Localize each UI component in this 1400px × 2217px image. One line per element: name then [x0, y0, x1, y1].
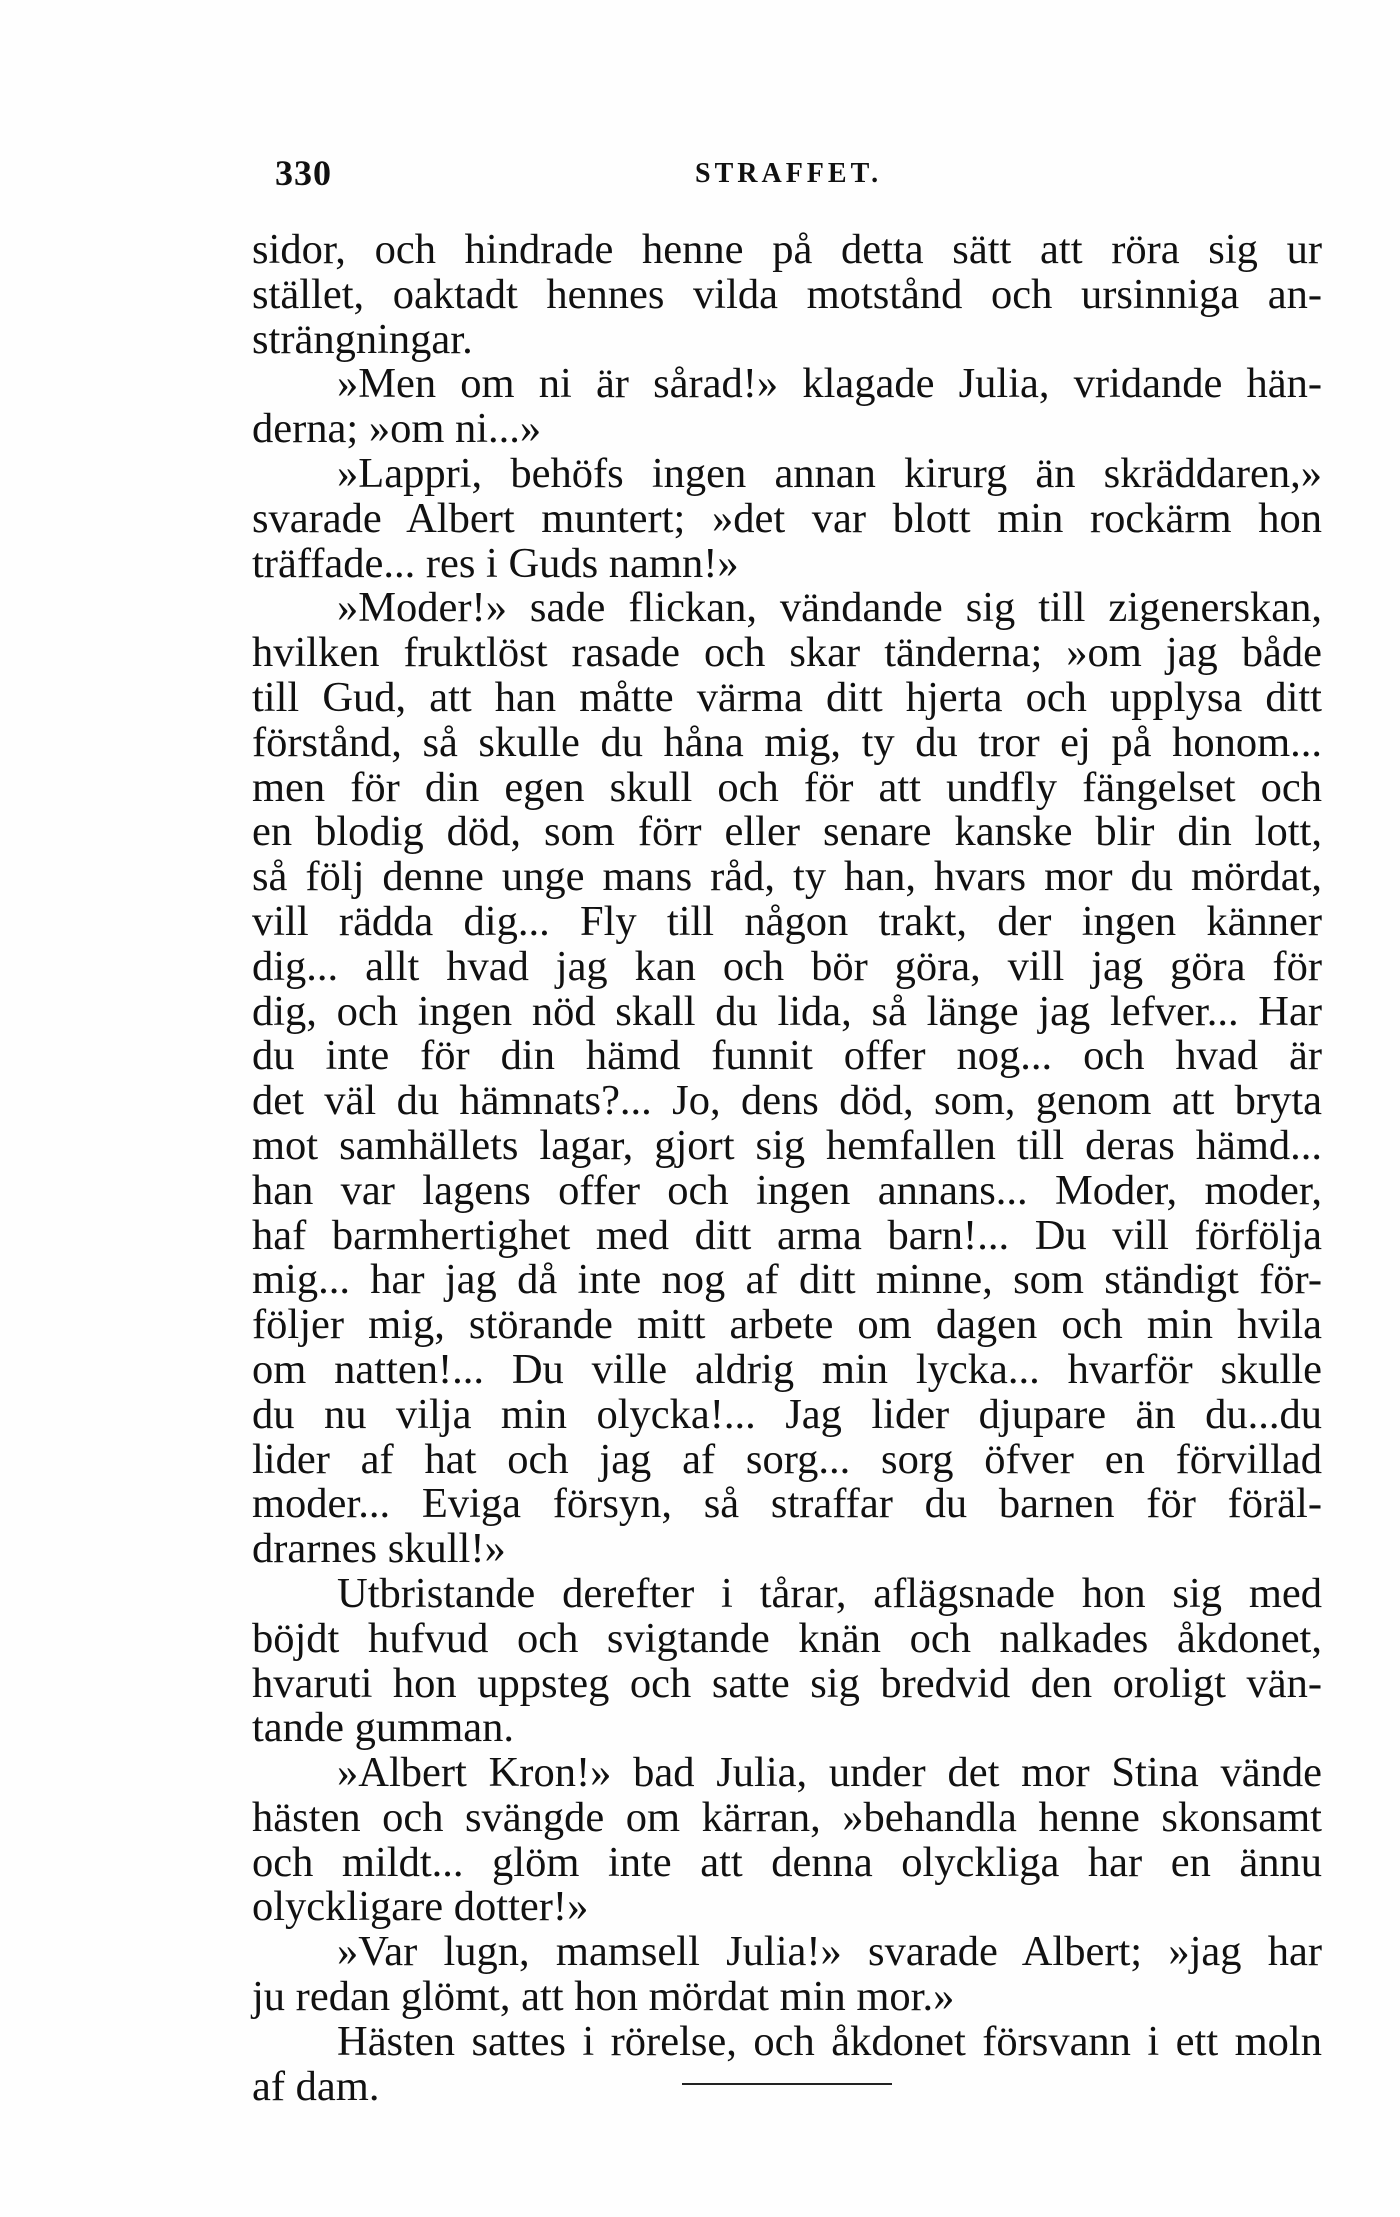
text-line: hvaruti hon uppsteg och satte sig bredvid den oroligt vän- — [252, 1659, 1322, 1707]
text-line: mig... har jag då inte nog af ditt minne, som ständigt för- — [252, 1256, 1322, 1304]
text-line: mot samhällets lagar, gjort sig hemfallen till deras hämd... — [252, 1121, 1322, 1169]
text-line: vill rädda dig... Fly till någon trakt, der ingen känner — [252, 897, 1322, 945]
text-line: men för din egen skull och för att undfly fängelset och — [252, 763, 1322, 811]
text-line: du inte för din hämd funnit offer nog... och hvad är — [252, 1032, 1322, 1080]
text-line: så följ denne unge mans råd, ty han, hvars mor du mördat, — [252, 853, 1322, 901]
text-line: stället, oaktadt hennes vilda motstånd och ursinniga an- — [252, 270, 1322, 318]
text-line: moder... Eviga försyn, så straffar du barnen för föräl- — [252, 1480, 1322, 1528]
text-line: svarade Albert muntert; »det var blott min rockärm hon — [252, 494, 1322, 542]
text-line: det väl du hämnats?... Jo, dens död, som, genom att bryta — [252, 1077, 1322, 1125]
text-line: lider af hat och jag af sorg... sorg öfver en förvillad — [252, 1435, 1322, 1483]
text-line: af dam. — [252, 2062, 380, 2110]
text-line: »Lappri, behöfs ingen annan kirurg än skräddaren,» — [337, 449, 1322, 497]
text-line: tande gumman. — [252, 1704, 515, 1752]
text-line: Hästen sattes i rörelse, och åkdonet försvann i ett moln — [337, 2017, 1322, 2065]
text-line: han var lagens offer och ingen annans... Moder, moder, — [252, 1166, 1322, 1214]
text-line: ju redan glömt, att hon mördat min mor.» — [252, 1973, 955, 2021]
text-line: om natten!... Du ville aldrig min lycka... hvarför skulle — [252, 1345, 1322, 1393]
text-line: böjdt hufvud och svigtande knän och nalkades åkdonet, — [252, 1614, 1322, 1662]
page-number: 330 — [275, 153, 332, 193]
text-line: du nu vilja min olycka!... Jag lider djupare än du...du — [252, 1390, 1322, 1438]
text-line: »Albert Kron!» bad Julia, under det mor Stina vände — [337, 1749, 1322, 1797]
text-line: träffade... res i Guds namn!» — [252, 539, 739, 587]
text-line: strängningar. — [252, 315, 473, 363]
text-line: och mildt... glöm inte att denna olyckliga har en ännu — [252, 1838, 1322, 1886]
text-line: hvilken fruktlöst rasade och skar tänderna; »om jag både — [252, 629, 1322, 677]
text-line: derna; »om ni...» — [252, 405, 542, 453]
running-title: STRAFFET. — [695, 158, 883, 189]
text-line: haf barmhertighet med ditt arma barn!... Du vill förfölja — [252, 1211, 1322, 1259]
text-line: dig... allt hvad jag kan och bör göra, vill jag göra för — [252, 942, 1322, 990]
text-line: en blodig död, som förr eller senare kanske blir din lott, — [252, 808, 1322, 856]
text-line: »Men om ni är sårad!» klagade Julia, vridande hän- — [337, 360, 1322, 408]
text-line: »Moder!» sade flickan, vändande sig till zigenerskan, — [337, 584, 1322, 632]
page-header — [275, 152, 1135, 202]
text-line: »Var lugn, mamsell Julia!» svarade Albert; »jag har — [337, 1928, 1322, 1976]
text-line: förstånd, så skulle du håna mig, ty du tror ej på honom... — [252, 718, 1322, 766]
text-line: följer mig, störande mitt arbete om dagen och min hvila — [252, 1301, 1322, 1349]
text-line: hästen och svängde om kärran, »behandla henne skonsamt — [252, 1793, 1322, 1841]
body-text — [252, 228, 1322, 2109]
section-divider — [682, 2083, 892, 2085]
text-line: Utbristande derefter i tårar, aflägsnade hon sig med — [337, 1569, 1322, 1617]
text-line: sidor, och hindrade henne på detta sätt att röra sig ur — [252, 226, 1322, 273]
text-line: olyckligare dotter!» — [252, 1883, 589, 1931]
text-line: dig, och ingen nöd skall du lida, så länge jag lefver... Har — [252, 987, 1322, 1035]
text-line: drarnes skull!» — [252, 1525, 506, 1573]
text-line: till Gud, att han måtte värma ditt hjerta och upplysa ditt — [252, 673, 1322, 721]
